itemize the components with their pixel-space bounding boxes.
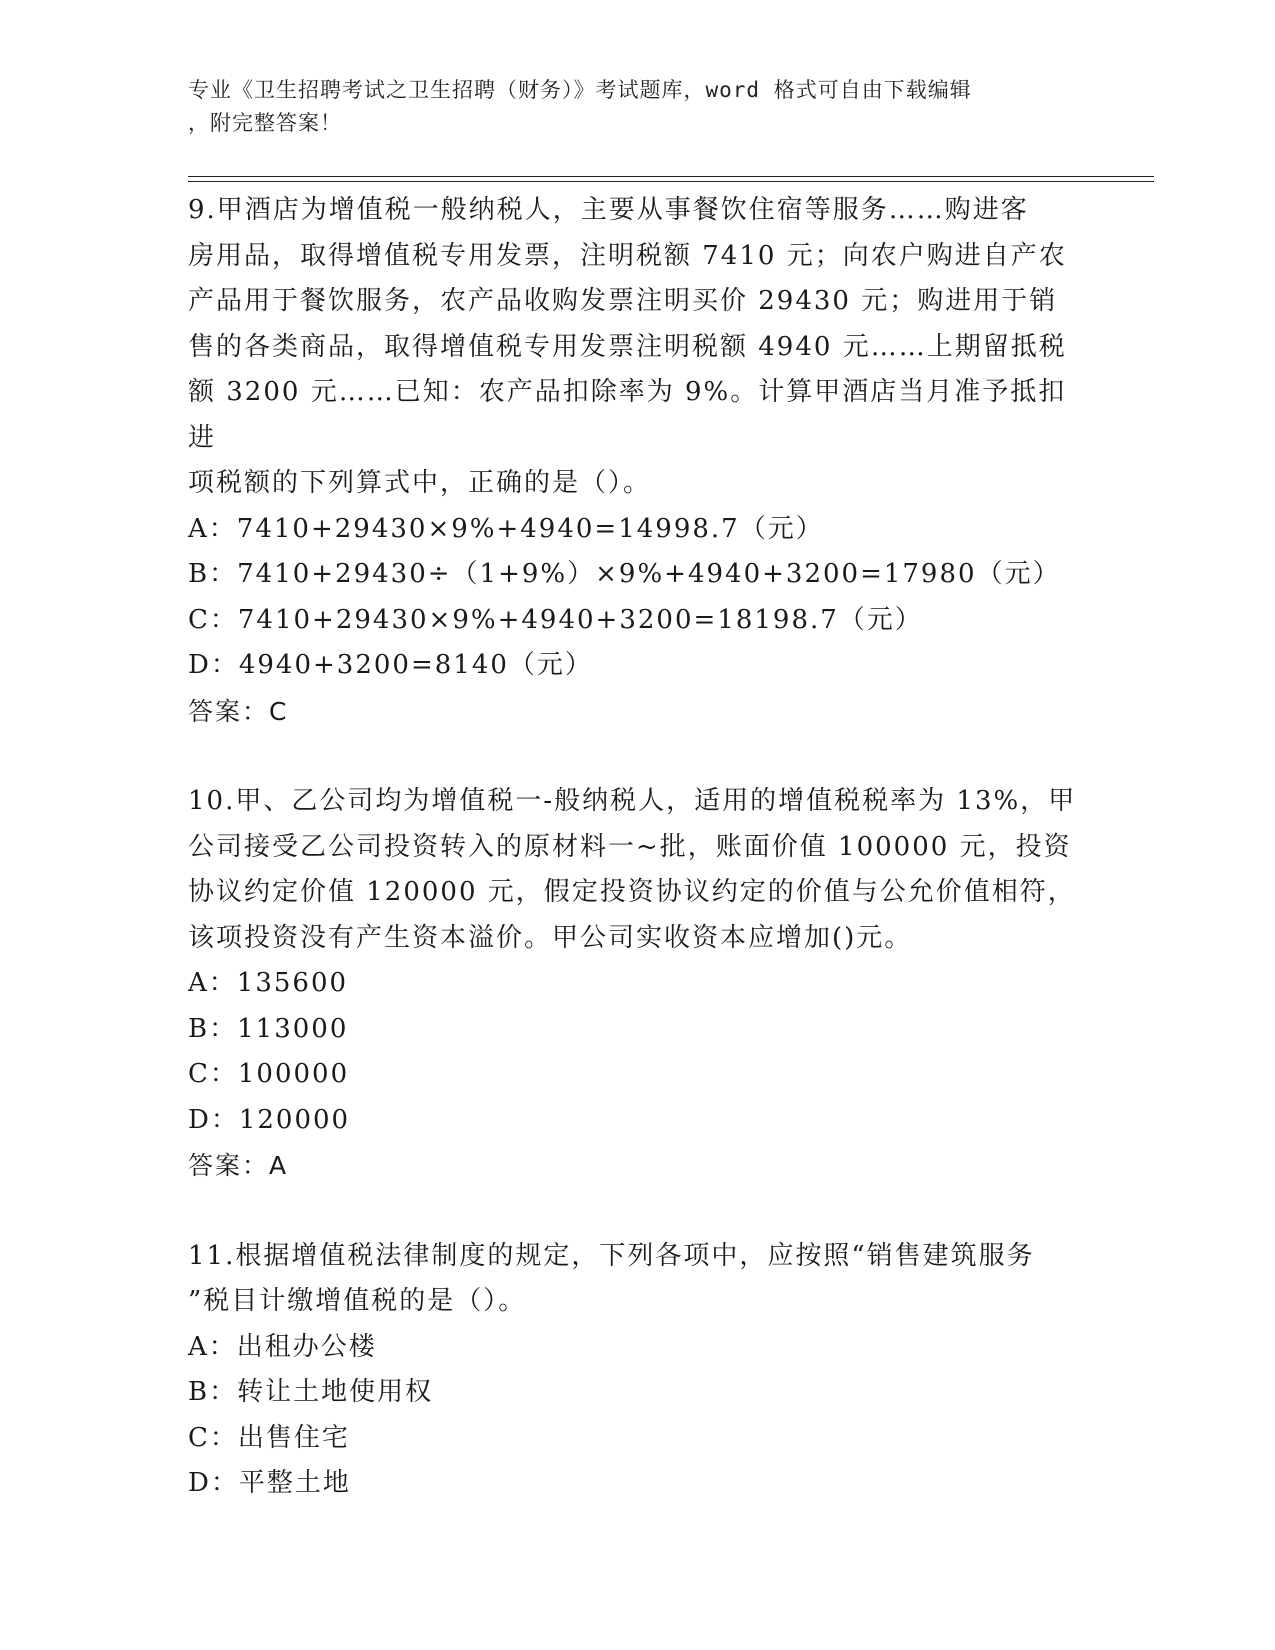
stem-line: 该项投资没有产生资本溢价。甲公司实收资本应增加()元。: [188, 922, 913, 953]
stem-line: 公司接受乙公司投资转入的原材料一~批，账面价值 100000 元，投资: [188, 831, 1072, 862]
stem-line: 产品用于餐饮服务，农产品收购发票注明买价 29430 元；购进用于销: [188, 286, 1058, 316]
question-stem: [188, 779, 1088, 961]
option-b: B：转让土地使用权: [188, 1377, 434, 1407]
option-c: C：出售住宅: [188, 1422, 350, 1453]
stem-line: 售的各类商品，取得增值税专用发票注明税额 4940 元……上期留抵税: [188, 331, 1067, 362]
option-b: B：113000: [188, 1013, 349, 1044]
option-a: A：7410+29430×9%+4940=14998.7（元）: [188, 513, 824, 544]
stem-line: ”税目计缴增值税的是（）。: [188, 1286, 527, 1316]
option-c: C：7410+29430×9%+4940+3200=18198.7（元）: [188, 604, 923, 635]
stem-line: 项税额的下列算式中，正确的是（）。: [188, 468, 652, 498]
answer-line: 答案：A: [188, 1151, 289, 1180]
question-10: [188, 779, 1088, 1189]
stem-line: 额 3200 元……已知：农产品扣除率为 9%。计算甲酒店当月准予抵扣进: [188, 377, 1067, 453]
option-a: A：135600: [188, 968, 349, 998]
stem-line: 9.甲酒店为增值税一般纳税人，主要从事餐饮住宿等服务……购进客: [188, 195, 1029, 225]
answer-line: 答案：C: [188, 696, 289, 726]
header-line-1: 专业《卫生招聘考试之卫生招聘（财务）》考试题库，word 格式可自由下载编辑: [188, 78, 972, 102]
option-d: D：平整土地: [188, 1468, 351, 1498]
header-line-2: ，附完整答案！: [188, 111, 342, 135]
option-c: C：100000: [188, 1059, 350, 1089]
header-divider-bottom: [188, 181, 1154, 182]
option-d: D：120000: [188, 1104, 351, 1135]
document-header: [188, 74, 1068, 140]
stem-line: 11.根据增值税法律制度的规定，下列各项中，应按照“销售建筑服务: [188, 1240, 1035, 1271]
stem-line: 协议约定价值 120000 元，假定投资协议约定的价值与公允价值相符，: [188, 877, 1076, 907]
header-divider-top: [188, 176, 1154, 177]
option-b: B：7410+29430÷（1+9%）×9%+4940+3200=17980（元）: [188, 559, 1061, 589]
question-stem: [188, 188, 1088, 507]
question-stem: [188, 1234, 1088, 1325]
option-d: D：4940+3200=8140（元）: [188, 650, 593, 680]
question-spacer: [188, 1189, 1088, 1234]
stem-line: 10.甲、乙公司均为增值税一-般纳税人，适用的增值税税率为 13%，甲: [188, 786, 1077, 816]
stem-line: 房用品，取得增值税专用发票，注明税额 7410 元；向农户购进自产农: [188, 240, 1067, 271]
question-spacer: [188, 734, 1088, 779]
question-11: [188, 1234, 1088, 1507]
question-list: [188, 188, 1088, 1507]
option-a: A：出租办公楼: [188, 1331, 377, 1362]
question-9: [188, 188, 1088, 734]
